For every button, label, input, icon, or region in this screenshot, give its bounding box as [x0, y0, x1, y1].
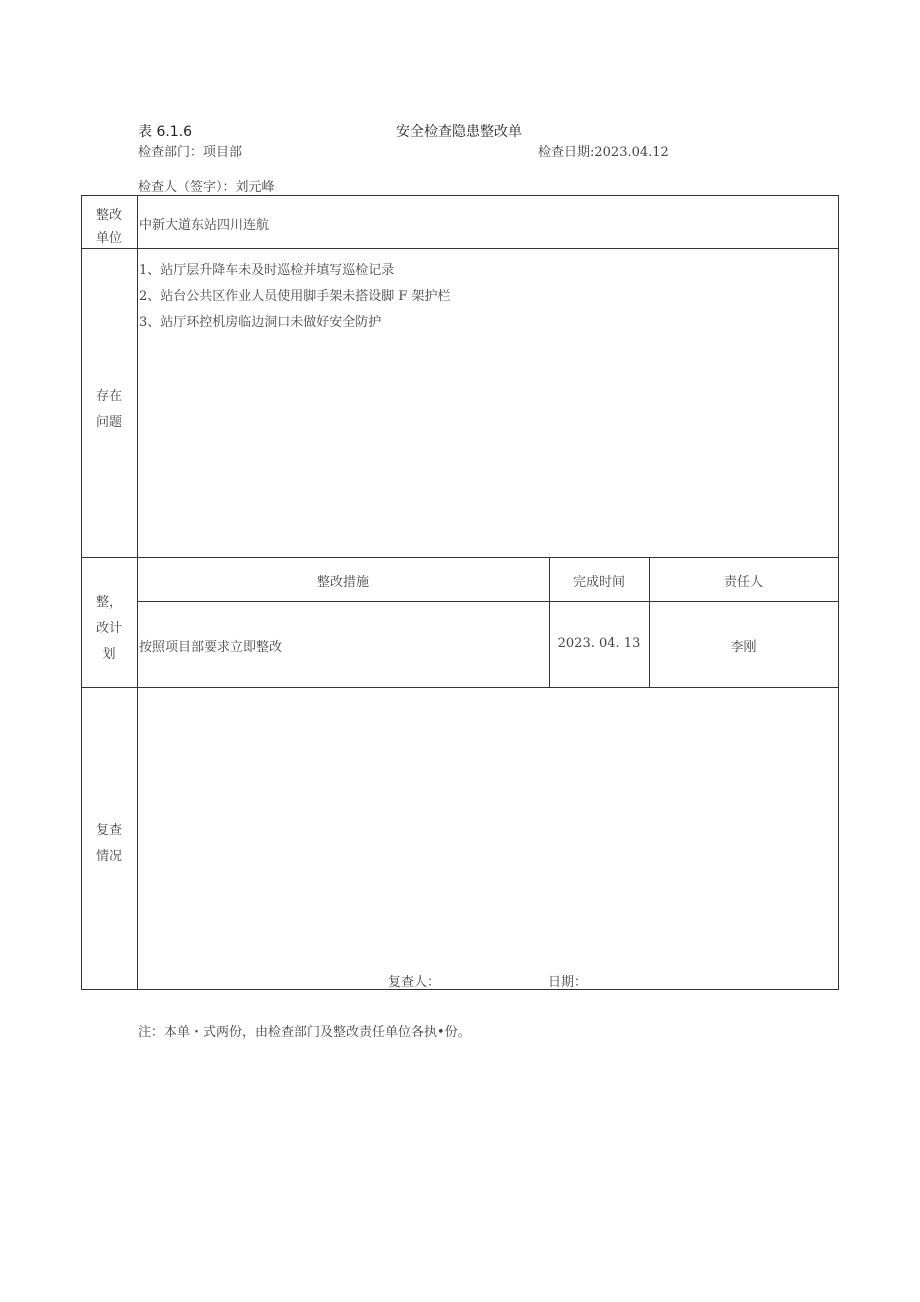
list-item: 1、站厅层升降车未及时巡检并填写巡检记录: [139, 263, 395, 278]
reviewer-label: 复查人：: [388, 975, 441, 990]
list-item: 3、站厅环控机房临边洞口未做好安全防护: [139, 315, 382, 330]
review-label: 复查 情况: [95, 823, 122, 864]
page-title: 安全检查隐患整改单: [396, 124, 522, 140]
completion-time-value: 2023. 04. 13: [557, 636, 641, 651]
inspection-department: 检查部门：项目部: [138, 145, 243, 160]
plan-label: 整， 改计 划: [95, 595, 122, 662]
issues-list: [139, 258, 451, 336]
review-date-label: 日期：: [548, 975, 588, 990]
footnote: 注：本单・式两份，由检查部门及整改责任单位各执•份。: [138, 1025, 471, 1040]
unit-value: 中新大道东站四川连航: [139, 218, 270, 233]
inspector-signature: 检查人（签字）：刘元峰: [138, 180, 275, 195]
issues-label: 存在 问题: [95, 389, 122, 430]
inspection-date: 检查日期:2023.04.12: [538, 145, 669, 160]
measures-header: 整改措施: [316, 575, 369, 590]
measure-value: 按照项目部要求立即整改: [139, 640, 283, 655]
responsible-person-value: 李刚: [730, 640, 757, 655]
list-item: 2、站台公共区作业人员使用脚手架未搭设脚 F 架护栏: [139, 289, 451, 304]
unit-label: 整改 单位: [95, 208, 122, 246]
person-header: 责任人: [723, 575, 763, 590]
time-header: 完成时间: [572, 575, 625, 590]
table-number: 表 6.1.6: [138, 124, 193, 140]
